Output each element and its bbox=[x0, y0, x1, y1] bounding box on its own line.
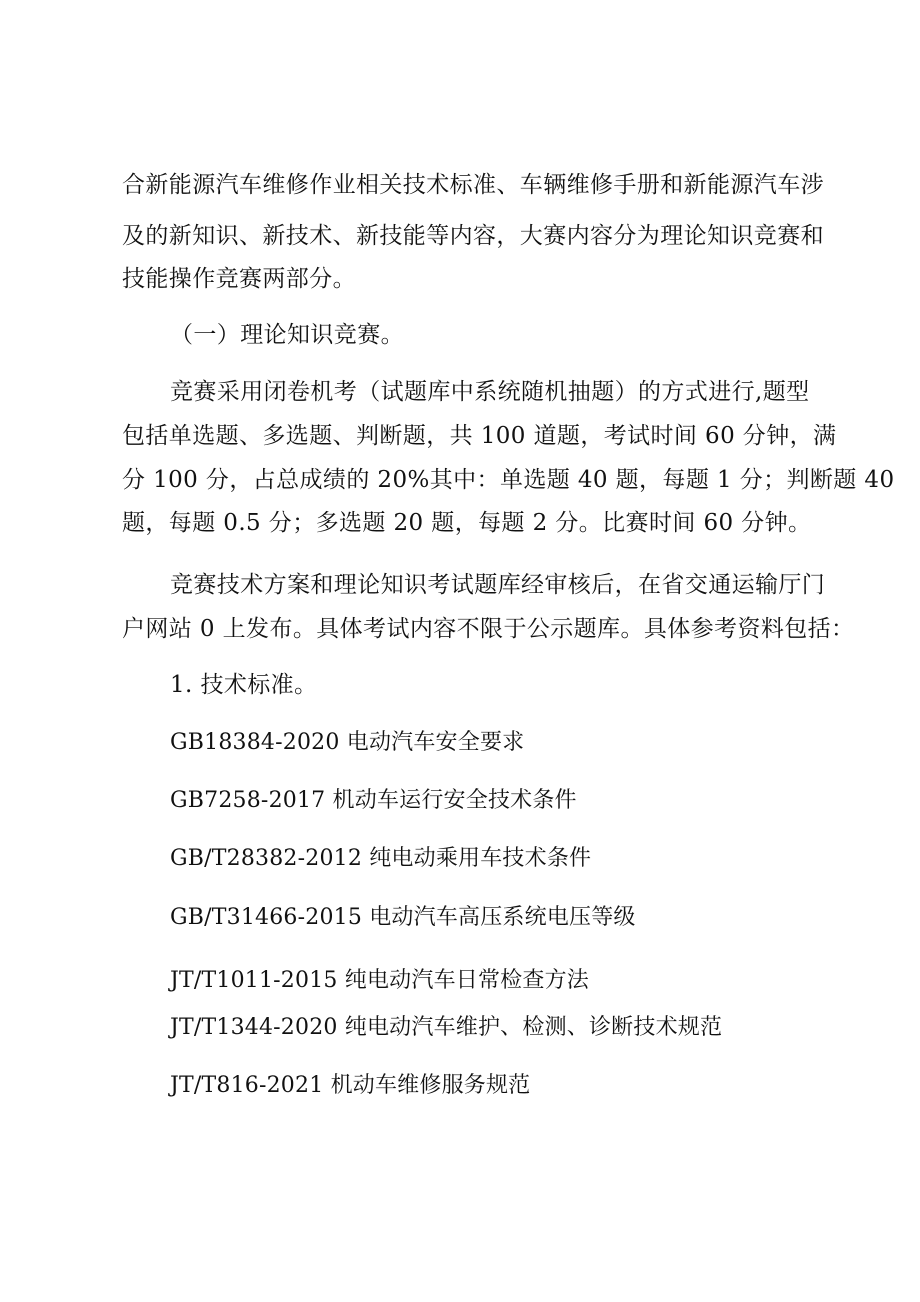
exam-line-1: 竞赛采用闭卷机考（试题库中系统随机抽题）的方式进行,题型 bbox=[170, 379, 810, 405]
intro-line-2: 及的新知识、新技术、新技能等内容，大赛内容分为理论知识竞赛和 bbox=[122, 223, 824, 249]
standard-item: JT/T1011-2015 纯电动汽车日常检查方法 bbox=[170, 968, 589, 993]
section-heading: （一）理论知识竞赛。 bbox=[170, 322, 404, 348]
standard-item: JT/T816-2021 机动车维修服务规范 bbox=[170, 1073, 531, 1098]
exam-line-2: 包括单选题、多选题、判断题，共 100 道题，考试时间 60 分钟，满 bbox=[122, 423, 837, 449]
standard-item: JT/T1344-2020 纯电动汽车维护、检测、诊断技术规范 bbox=[170, 1015, 723, 1040]
intro-line-3: 技能操作竞赛两部分。 bbox=[122, 266, 356, 292]
standard-item: GB/T28382-2012 纯电动乘用车技术条件 bbox=[170, 846, 592, 871]
standard-item: GB/T31466-2015 电动汽车高压系统电压等级 bbox=[170, 905, 636, 930]
exam-line-4: 题，每题 0.5 分；多选题 20 题，每题 2 分。比赛时间 60 分钟。 bbox=[122, 510, 812, 536]
exam-line-3: 分 100 分，占总成绩的 20%其中：单选题 40 题，每题 1 分；判断题 40 bbox=[122, 467, 895, 493]
intro-line-1: 合新能源汽车维修作业相关技术标准、车辆维修手册和新能源汽车涉 bbox=[122, 172, 824, 198]
list-heading: 1. 技术标准。 bbox=[170, 672, 318, 698]
publish-line-2: 户网站 0 上发布。具体考试内容不限于公示题库。具体参考资料包括： bbox=[122, 616, 855, 642]
publish-line-1: 竞赛技术方案和理论知识考试题库经审核后，在省交通运输厅门 bbox=[170, 572, 826, 598]
standard-item: GB7258-2017 机动车运行安全技术条件 bbox=[170, 788, 577, 813]
standard-item: GB18384-2020 电动汽车安全要求 bbox=[170, 730, 525, 755]
